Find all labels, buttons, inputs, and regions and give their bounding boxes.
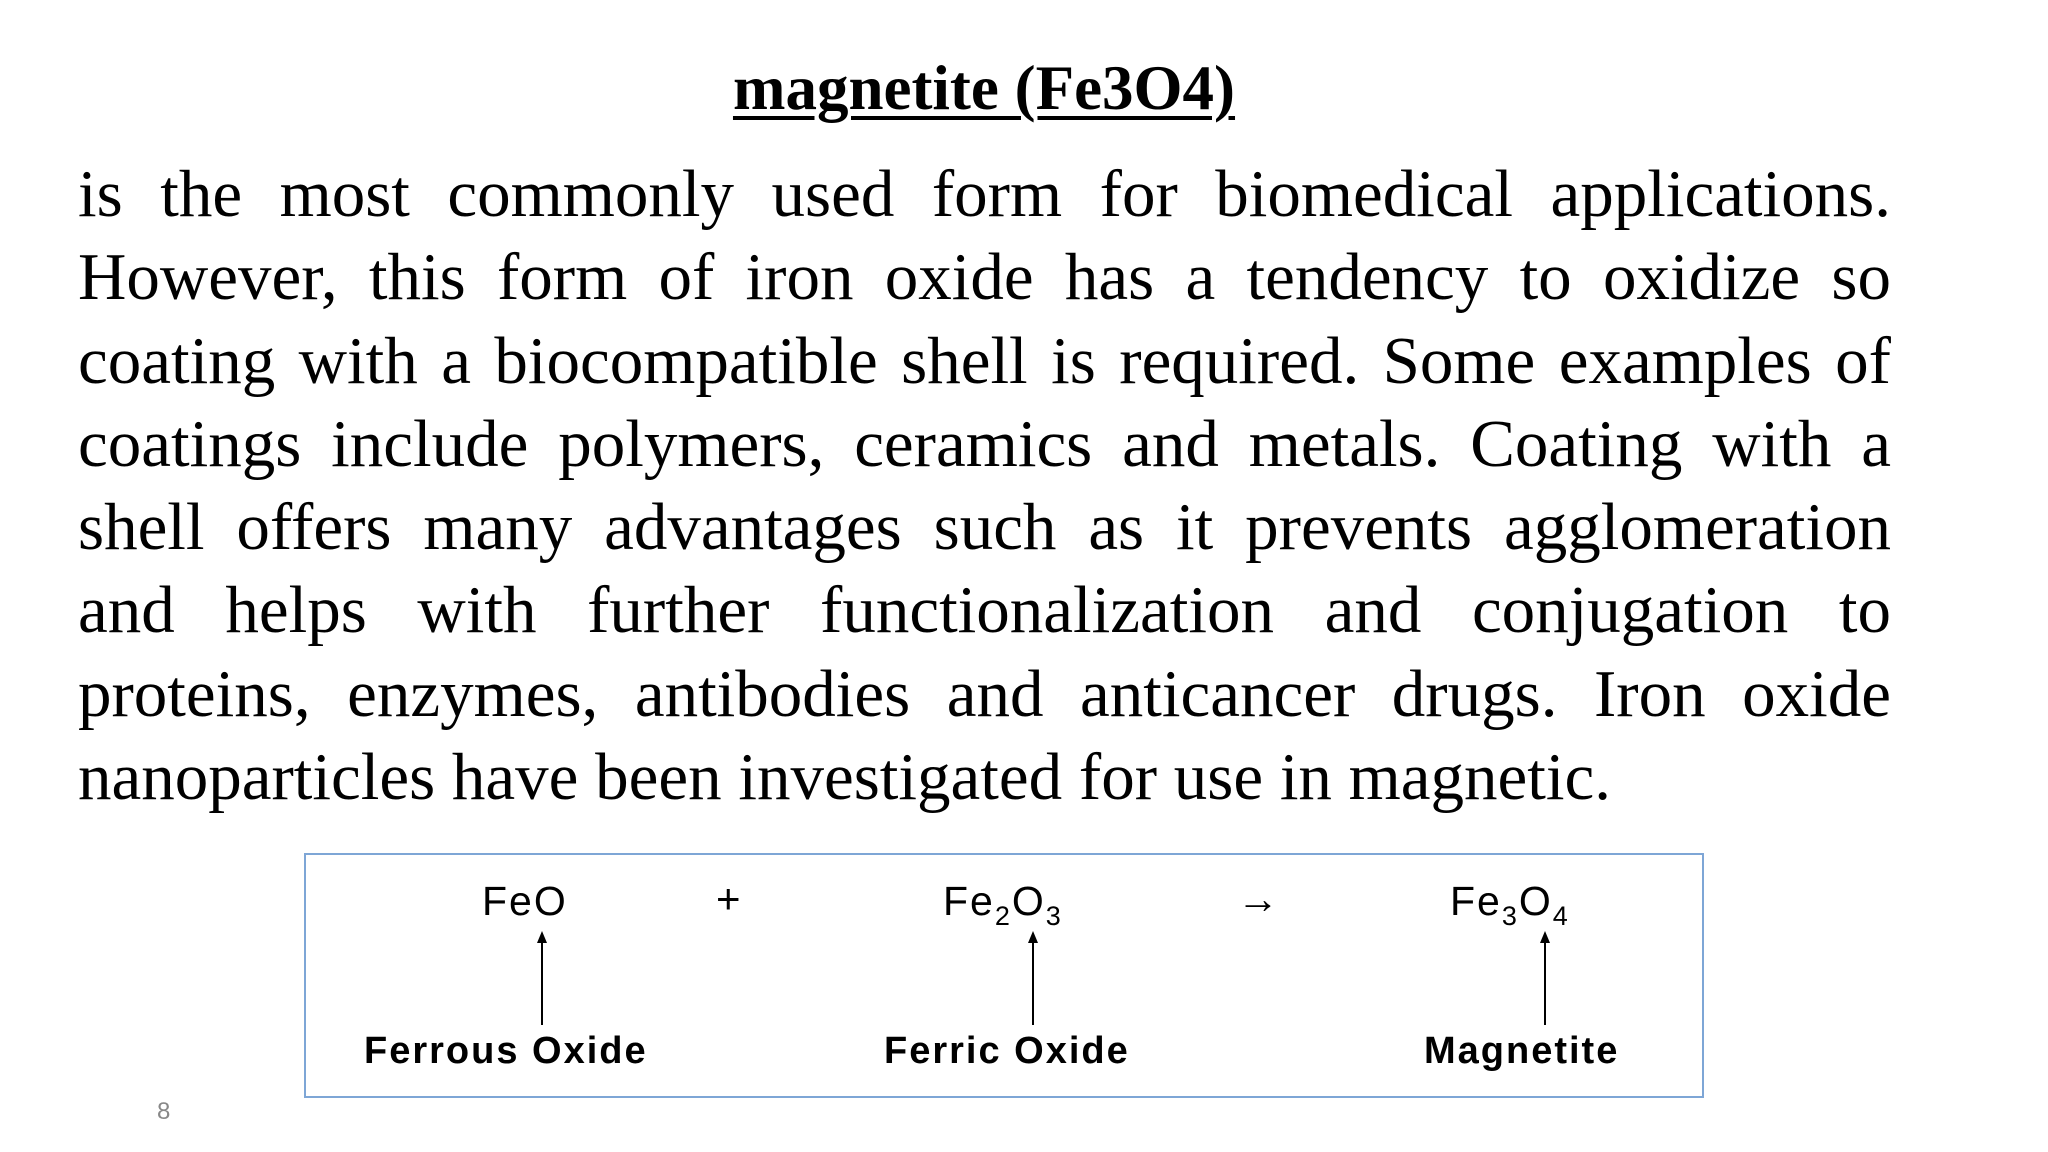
- slide-title: magnetite (Fe3O4): [732, 53, 1236, 123]
- page-number: 8: [157, 1098, 171, 1125]
- body-line-2: However, this form of iron oxide has a tendency to oxidize so: [78, 240, 1891, 315]
- fe2o3-o: O: [1011, 878, 1046, 924]
- formula-fe2o3: [943, 875, 1063, 931]
- body-line-6: and helps with further functionalization and conjugation to: [78, 573, 1891, 648]
- arrow-up-icon-ferric: [1023, 931, 1043, 1025]
- body-paragraph: [78, 153, 1891, 819]
- fe2o3-sub-2: 2: [994, 901, 1012, 931]
- fe3o4-fe: Fe: [1450, 878, 1502, 924]
- reaction-arrow-icon: →: [1237, 875, 1279, 922]
- plus-sign: +: [716, 875, 741, 922]
- body-line-7: proteins, enzymes, antibodies and anticancer drugs. Iron oxide: [78, 656, 1891, 731]
- arrow-up-icon-ferrous: [532, 931, 552, 1025]
- equation-diagram: [304, 853, 1704, 1098]
- formula-feo-text: FeO: [482, 878, 568, 924]
- body-line-3: coating with a biocompatible shell is required. Some examples of: [78, 323, 1891, 398]
- arrow-up-icon-magnetite: [1535, 931, 1555, 1025]
- formula-fe3o4: [1450, 875, 1570, 931]
- body-line-5: shell offers many advantages such as it prevents agglomeration: [78, 490, 1891, 565]
- label-magnetite: Magnetite: [1424, 1030, 1620, 1072]
- fe3o4-o: O: [1518, 878, 1553, 924]
- body-line-4: coatings include polymers, ceramics and metals. Coating with a: [78, 406, 1891, 481]
- fe2o3-sub-3: 3: [1045, 901, 1063, 931]
- label-ferric-oxide: Ferric Oxide: [884, 1030, 1130, 1072]
- fe3o4-sub-4: 4: [1552, 901, 1570, 931]
- label-ferrous-oxide: Ferrous Oxide: [364, 1030, 648, 1072]
- body-line-8: nanoparticles have been investigated for use in magnetic.: [78, 740, 1611, 815]
- fe3o4-sub-3: 3: [1501, 901, 1519, 931]
- body-line-1: is the most commonly used form for biomedical applications.: [78, 157, 1891, 231]
- fe2o3-fe: Fe: [943, 878, 995, 924]
- formula-feo: [482, 875, 568, 927]
